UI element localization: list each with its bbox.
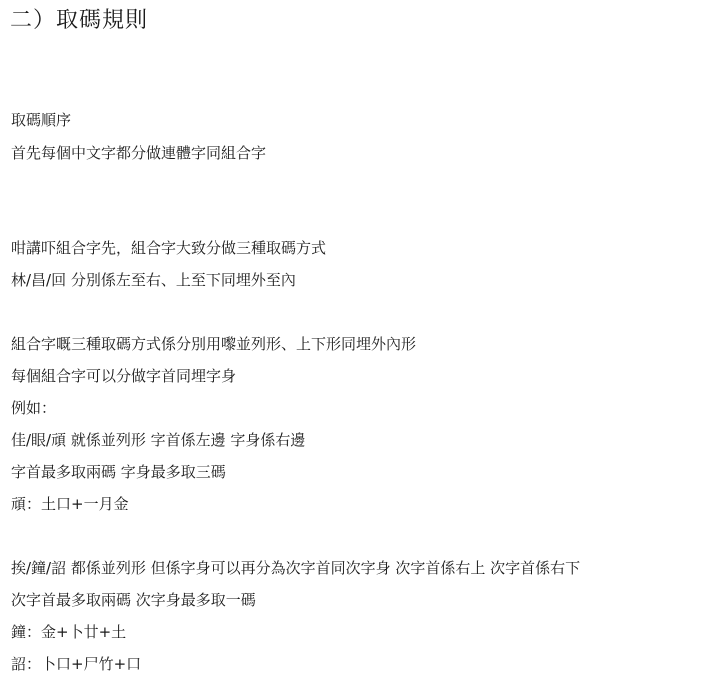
text-line: 頑：土口+一月金 [11, 495, 129, 513]
text-line: 每個組合字可以分做字首同埋字身 [11, 367, 237, 385]
text-line: 咁講吓組合字先，組合字大致分做三種取碼方式 [11, 239, 327, 257]
text-line: 首先每個中文字都分做連體字同組合字 [11, 144, 267, 162]
text-line: 字首最多取兩碼 字身最多取三碼 [11, 463, 226, 481]
text-line: 詔：卜口+尸竹+口 [11, 655, 142, 673]
text-line: 佳/眼/頑 就係並列形 字首係左邊 字身係右邊 [11, 431, 306, 449]
text-line: 取碼順序 [11, 111, 72, 129]
text-line: 組合字嘅三種取碼方式係分別用嚟並列形、上下形同埋外內形 [11, 335, 417, 353]
text-line: 例如： [11, 399, 57, 417]
text-line: 挨/鐘/詔 都係並列形 但係字身可以再分為次字首同次字身 次字首係右上 次字首係右下 [11, 559, 581, 577]
page-heading: 二）取碼規則 [10, 8, 149, 33]
text-line: 次字首最多取兩碼 次字身最多取一碼 [11, 591, 256, 609]
text-line: 林/昌/回 分別係左至右、上至下同埋外至內 [11, 271, 296, 289]
text-line: 鐘：金+卜廿+土 [11, 623, 127, 641]
